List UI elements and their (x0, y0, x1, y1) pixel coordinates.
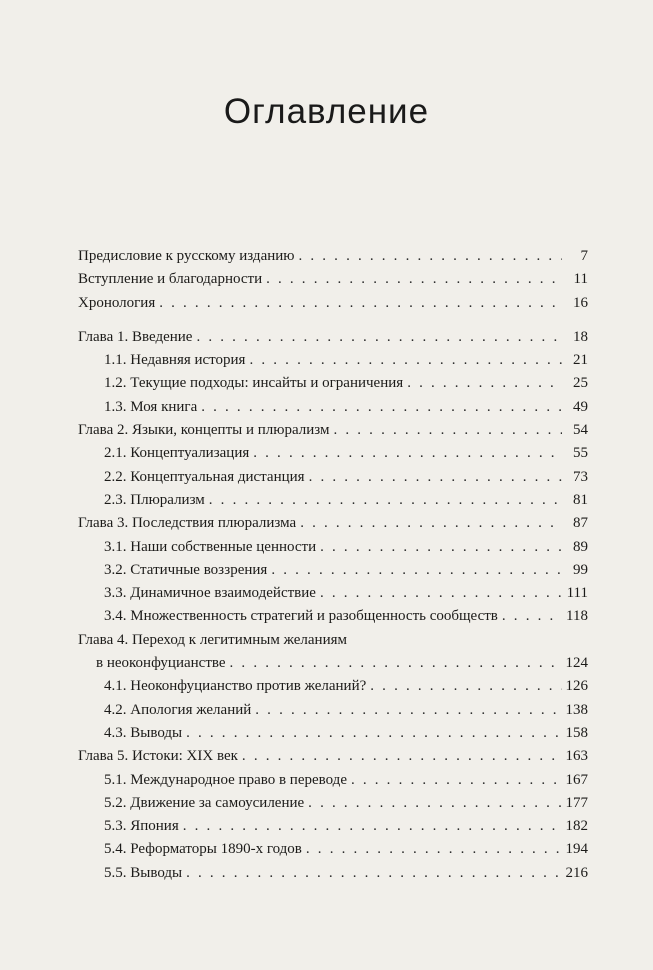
toc-chapter-4-continuation[interactable] (78, 652, 588, 675)
toc-entry-title: 5.5. Выводы (104, 864, 183, 881)
toc-page-number: 11 (573, 271, 588, 288)
toc-entry-chronology[interactable] (78, 292, 588, 315)
dot-leader (333, 419, 562, 442)
dot-leader (351, 769, 562, 792)
dot-leader (249, 349, 562, 372)
dot-leader (271, 559, 562, 582)
toc-chapter-3[interactable] (78, 512, 588, 535)
dot-leader (159, 292, 562, 315)
toc-section-4-1[interactable] (78, 675, 588, 698)
toc-section-5-5[interactable] (78, 862, 588, 885)
toc-chapter-5[interactable] (78, 745, 588, 768)
dot-leader (320, 582, 562, 605)
toc-entry-introduction[interactable] (78, 268, 588, 291)
toc-page-number: 18 (573, 328, 588, 345)
toc-entry-title: 3.4. Множественность стратегий и разобщенность сообществ (104, 608, 498, 625)
toc-entry-title: Глава 5. Истоки: XIX век (78, 748, 238, 765)
toc-section-3-2[interactable] (78, 559, 588, 582)
toc-entry-title: в неоконфуцианстве (96, 655, 226, 672)
dot-leader (407, 372, 562, 395)
toc-page-number: 99 (573, 561, 588, 578)
dot-leader (300, 512, 562, 535)
toc-page-number: 126 (565, 678, 588, 695)
toc-section-5-1[interactable] (78, 769, 588, 792)
toc-page-number: 118 (566, 608, 588, 625)
dot-leader (253, 442, 562, 465)
toc-section-5-4[interactable] (78, 838, 588, 861)
dot-leader (298, 245, 562, 268)
section-gap (78, 315, 588, 326)
dot-leader (370, 675, 561, 698)
toc-page-number: 124 (565, 655, 588, 672)
toc-entry-title: 4.1. Неоконфуцианство против желаний? (104, 678, 367, 695)
toc-section-1-3[interactable] (78, 396, 588, 419)
dot-leader (186, 722, 561, 745)
toc-entry-title: 5.2. Движение за самоусиление (104, 794, 305, 811)
dot-leader (230, 652, 562, 675)
toc-section-1-1[interactable] (78, 349, 588, 372)
toc-section-3-4[interactable] (78, 605, 588, 628)
toc-chapter-1[interactable] (78, 326, 588, 349)
toc-page-number: 49 (573, 398, 588, 415)
toc-chapter-2[interactable] (78, 419, 588, 442)
toc-entry-title: Глава 2. Языки, концепты и плюрализм (78, 422, 330, 439)
toc-entry-title: 1.2. Текущие подходы: инсайты и ограничения (104, 375, 404, 392)
toc-page-number: 7 (580, 248, 588, 264)
toc-entry-title: Предисловие к русскому изданию (78, 248, 295, 264)
toc-entry-title: 5.1. Международное право в переводе (104, 771, 347, 788)
toc-entry-title: 2.2. Концептуальная дистанция (104, 468, 305, 485)
toc-entry-title: 5.3. Япония (104, 818, 179, 835)
toc-entry-title: Хронология (78, 294, 156, 311)
toc-page-number: 158 (565, 724, 588, 741)
toc-entry-title: Глава 1. Введение (78, 328, 193, 345)
toc-page-number: 89 (573, 538, 588, 555)
toc-page-number: 81 (573, 491, 588, 508)
toc-page-number: 55 (573, 445, 588, 462)
toc-entry-title: 4.3. Выводы (104, 724, 183, 741)
toc-section-1-2[interactable] (78, 372, 588, 395)
toc-entry-title: Глава 4. Переход к легитимным желаниям (78, 631, 348, 648)
toc-page-number: 111 (566, 585, 588, 602)
dot-leader (196, 326, 562, 349)
toc-page-number: 138 (565, 701, 588, 718)
toc-section-2-3[interactable] (78, 489, 588, 512)
toc-page-number: 21 (573, 352, 588, 369)
toc-page-number: 16 (573, 294, 588, 311)
dot-leader (209, 489, 562, 512)
dot-leader (266, 268, 562, 291)
toc-page-number: 182 (565, 818, 588, 835)
toc-entry-title: 4.2. Апология желаний (104, 701, 252, 718)
toc-entry-title: 1.3. Моя книга (104, 398, 198, 415)
toc-page-number: 87 (573, 515, 588, 532)
table-of-contents (78, 245, 588, 885)
toc-entry-title: 3.1. Наши собственные ценности (104, 538, 317, 555)
dot-leader (308, 792, 561, 815)
toc-section-3-1[interactable] (78, 536, 588, 559)
toc-entry-title: 3.2. Статичные воззрения (104, 561, 268, 578)
dot-leader (306, 838, 562, 861)
toc-entry-title: 5.4. Реформаторы 1890-х годов (104, 841, 302, 858)
toc-page-number: 194 (565, 841, 588, 858)
dot-leader (502, 605, 562, 628)
toc-chapter-4[interactable] (78, 629, 588, 652)
toc-entry-title: 2.1. Концептуализация (104, 445, 250, 462)
toc-section-4-2[interactable] (78, 699, 588, 722)
toc-page-number: 163 (565, 748, 588, 765)
toc-page-number: 25 (573, 375, 588, 392)
toc-section-5-2[interactable] (78, 792, 588, 815)
toc-section-4-3[interactable] (78, 722, 588, 745)
dot-leader (201, 396, 562, 419)
toc-entry-title: Глава 3. Последствия плюрализма (78, 515, 297, 532)
toc-section-2-2[interactable] (78, 466, 588, 489)
dot-leader (255, 699, 561, 722)
toc-section-5-3[interactable] (78, 815, 588, 838)
dot-leader (320, 536, 562, 559)
toc-page-number: 54 (573, 422, 588, 439)
page-title: Оглавление (223, 92, 430, 131)
dot-leader (309, 466, 562, 489)
dot-leader (242, 745, 562, 768)
toc-page-number: 216 (565, 864, 588, 881)
toc-entry-preface[interactable] (78, 245, 588, 268)
dot-leader (183, 815, 562, 838)
toc-section-3-3[interactable] (78, 582, 588, 605)
toc-entry-title: Вступление и благодарности (78, 271, 263, 288)
dot-leader (186, 862, 561, 885)
toc-page-number: 73 (573, 468, 588, 485)
toc-page-number: 177 (565, 794, 588, 811)
toc-section-2-1[interactable] (78, 442, 588, 465)
toc-entry-title: 3.3. Динамичное взаимодействие (104, 585, 316, 602)
toc-entry-title: 2.3. Плюрализм (104, 491, 205, 508)
toc-entry-title: 1.1. Недавняя история (104, 352, 246, 369)
toc-page-number: 167 (565, 771, 588, 788)
